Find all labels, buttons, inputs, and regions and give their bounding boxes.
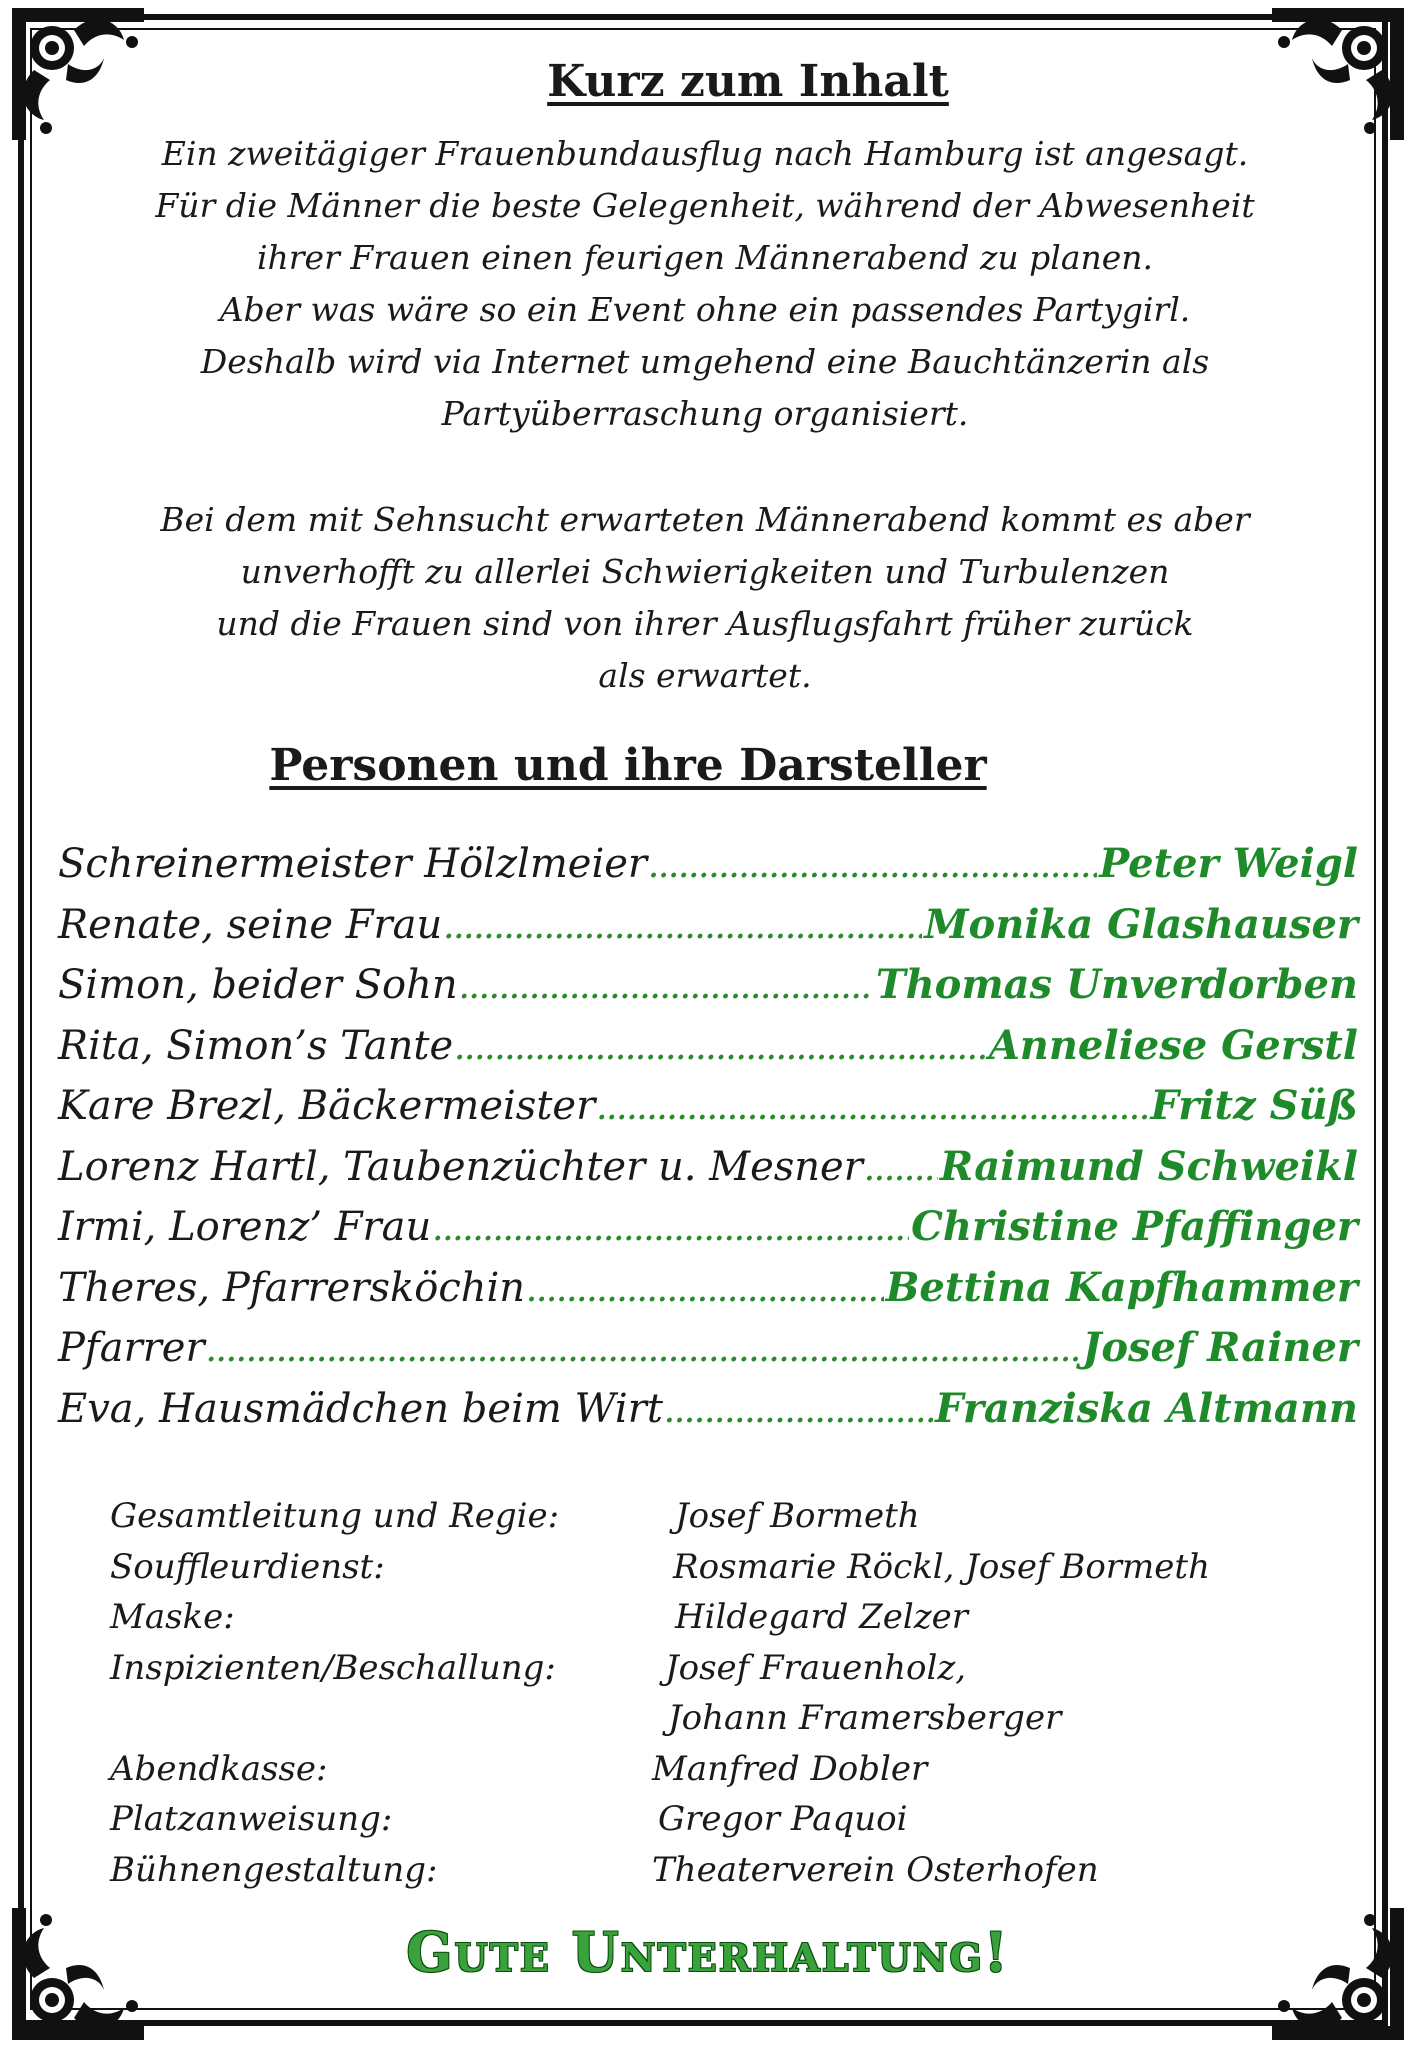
cast-role: Rita, Simon’s Tante bbox=[58, 1022, 454, 1069]
crew-value: Josef Bormeth bbox=[675, 1496, 920, 1536]
crew-row bbox=[110, 1850, 1360, 1901]
cast-role: Kare Brezl, Bäckermeister bbox=[58, 1083, 596, 1129]
dot-leader bbox=[865, 1157, 938, 1187]
crew-value: Josef Frauenholz, bbox=[665, 1647, 967, 1688]
summary-line: Bei dem mit Sehnsucht erwarteten Männerabend kommt es aber bbox=[160, 500, 1250, 539]
cast-row bbox=[58, 1203, 1358, 1264]
cast-row bbox=[58, 1385, 1358, 1446]
summary-line: Partyüberraschung organisiert. bbox=[441, 394, 969, 433]
cast-role: Pfarrer bbox=[58, 1325, 205, 1371]
crew-label: Souffleurdienst: bbox=[110, 1546, 385, 1587]
crew-value: Hildegard Zelzer bbox=[675, 1597, 969, 1637]
cast-actor: Josef Rainer bbox=[1082, 1324, 1358, 1371]
cast-actor: Peter Weigl bbox=[1099, 840, 1358, 887]
cast-role: Schreinermeister Hölzlmeier bbox=[58, 841, 648, 887]
cast-role: Lorenz Hartl, Taubenzüchter u. Mesner bbox=[58, 1143, 863, 1190]
dot-leader bbox=[597, 1096, 1148, 1126]
dot-leader bbox=[444, 915, 922, 945]
cast-actor: Fritz Süß bbox=[1150, 1082, 1358, 1129]
closing-message: Gute Unterhaltung! bbox=[406, 1920, 1010, 1984]
cast-role: Renate, seine Frau bbox=[58, 901, 443, 948]
crew-value: Rosmarie Röckl, Josef Bormeth bbox=[673, 1546, 1210, 1587]
cast-row bbox=[58, 1022, 1358, 1083]
crew-row bbox=[110, 1698, 1360, 1749]
cast-actor: Raimund Schweikl bbox=[940, 1142, 1358, 1190]
dot-leader bbox=[649, 854, 1097, 884]
summary-line: ihrer Frauen einen feurigen Männerabend zu planen. bbox=[256, 238, 1154, 277]
crew-label: Gesamtleitung und Regie: bbox=[110, 1496, 560, 1536]
crew-row bbox=[110, 1799, 1360, 1850]
cast-role: Theres, Pfarrersköchin bbox=[58, 1264, 526, 1311]
cast-list bbox=[58, 840, 1358, 1445]
cast-row bbox=[58, 1143, 1358, 1204]
crew-row bbox=[110, 1597, 1360, 1648]
cast-role: Simon, beider Sohn bbox=[58, 962, 458, 1008]
cast-row bbox=[58, 1324, 1358, 1385]
crew-row bbox=[110, 1496, 1360, 1547]
crew-row bbox=[110, 1749, 1360, 1800]
crew-row bbox=[110, 1547, 1360, 1598]
summary-paragraph-1 bbox=[80, 128, 1330, 440]
crew-row bbox=[110, 1648, 1360, 1699]
summary-line: Ein zweitägiger Frauenbundausflug nach Hamburg ist angesagt. bbox=[161, 134, 1249, 173]
cast-row bbox=[58, 901, 1358, 962]
cast-actor: Anneliese Gerstl bbox=[988, 1021, 1358, 1069]
crew-value: Theaterverein Osterhofen bbox=[652, 1849, 1099, 1890]
cast-role: Eva, Hausmädchen beim Wirt bbox=[58, 1385, 663, 1432]
cast-role: Irmi, Lorenz’ Frau bbox=[58, 1204, 432, 1250]
cast-actor: Franziska Altmann bbox=[935, 1384, 1358, 1432]
crew-label: Inspizienten/Beschallung: bbox=[110, 1647, 556, 1688]
summary-line: Deshalb wird via Internet umgehend eine Bauchtänzerin als bbox=[200, 342, 1210, 381]
crew-value: Johann Framersberger bbox=[668, 1698, 1062, 1738]
cast-actor: Thomas Unverdorben bbox=[875, 961, 1358, 1008]
summary-paragraph-2 bbox=[80, 494, 1330, 702]
summary-line: als erwartet. bbox=[598, 656, 812, 695]
dot-leader bbox=[207, 1338, 1081, 1368]
cast-row bbox=[58, 1082, 1358, 1143]
cast-actor: Monika Glashauser bbox=[924, 900, 1358, 948]
cast-row bbox=[58, 1264, 1358, 1325]
summary-line: und die Frauen sind von ihrer Ausflugsfahrt früher zurück bbox=[216, 604, 1194, 643]
crew-label: Abendkasse: bbox=[110, 1748, 328, 1789]
summary-line: unverhofft zu allerlei Schwierigkeiten und Turbulenzen bbox=[240, 552, 1170, 591]
crew-label: Bühnengestaltung: bbox=[110, 1849, 438, 1890]
dot-leader bbox=[665, 1399, 933, 1429]
crew-value: Manfred Dobler bbox=[652, 1748, 928, 1789]
cast-actor: Christine Pfaffinger bbox=[911, 1203, 1358, 1250]
crew-label: Maske: bbox=[110, 1597, 235, 1637]
dot-leader bbox=[460, 975, 874, 1005]
dot-leader bbox=[433, 1217, 909, 1247]
summary-line: Für die Männer die beste Gelegenheit, während der Abwesenheit bbox=[155, 186, 1255, 225]
crew-value: Gregor Paquoi bbox=[658, 1799, 908, 1839]
dot-leader bbox=[527, 1278, 884, 1308]
cast-row bbox=[58, 961, 1358, 1022]
dot-leader bbox=[455, 1036, 987, 1066]
cast-heading: Personen und ihre Darsteller bbox=[269, 740, 987, 791]
crew-list bbox=[110, 1496, 1360, 1900]
cast-row bbox=[58, 840, 1358, 901]
crew-label: Platzanweisung: bbox=[110, 1799, 393, 1839]
summary-line: Aber was wäre so ein Event ohne ein passendes Partygirl. bbox=[219, 290, 1191, 329]
cast-actor: Bettina Kapfhammer bbox=[885, 1263, 1358, 1311]
summary-heading: Kurz zum Inhalt bbox=[547, 56, 949, 107]
